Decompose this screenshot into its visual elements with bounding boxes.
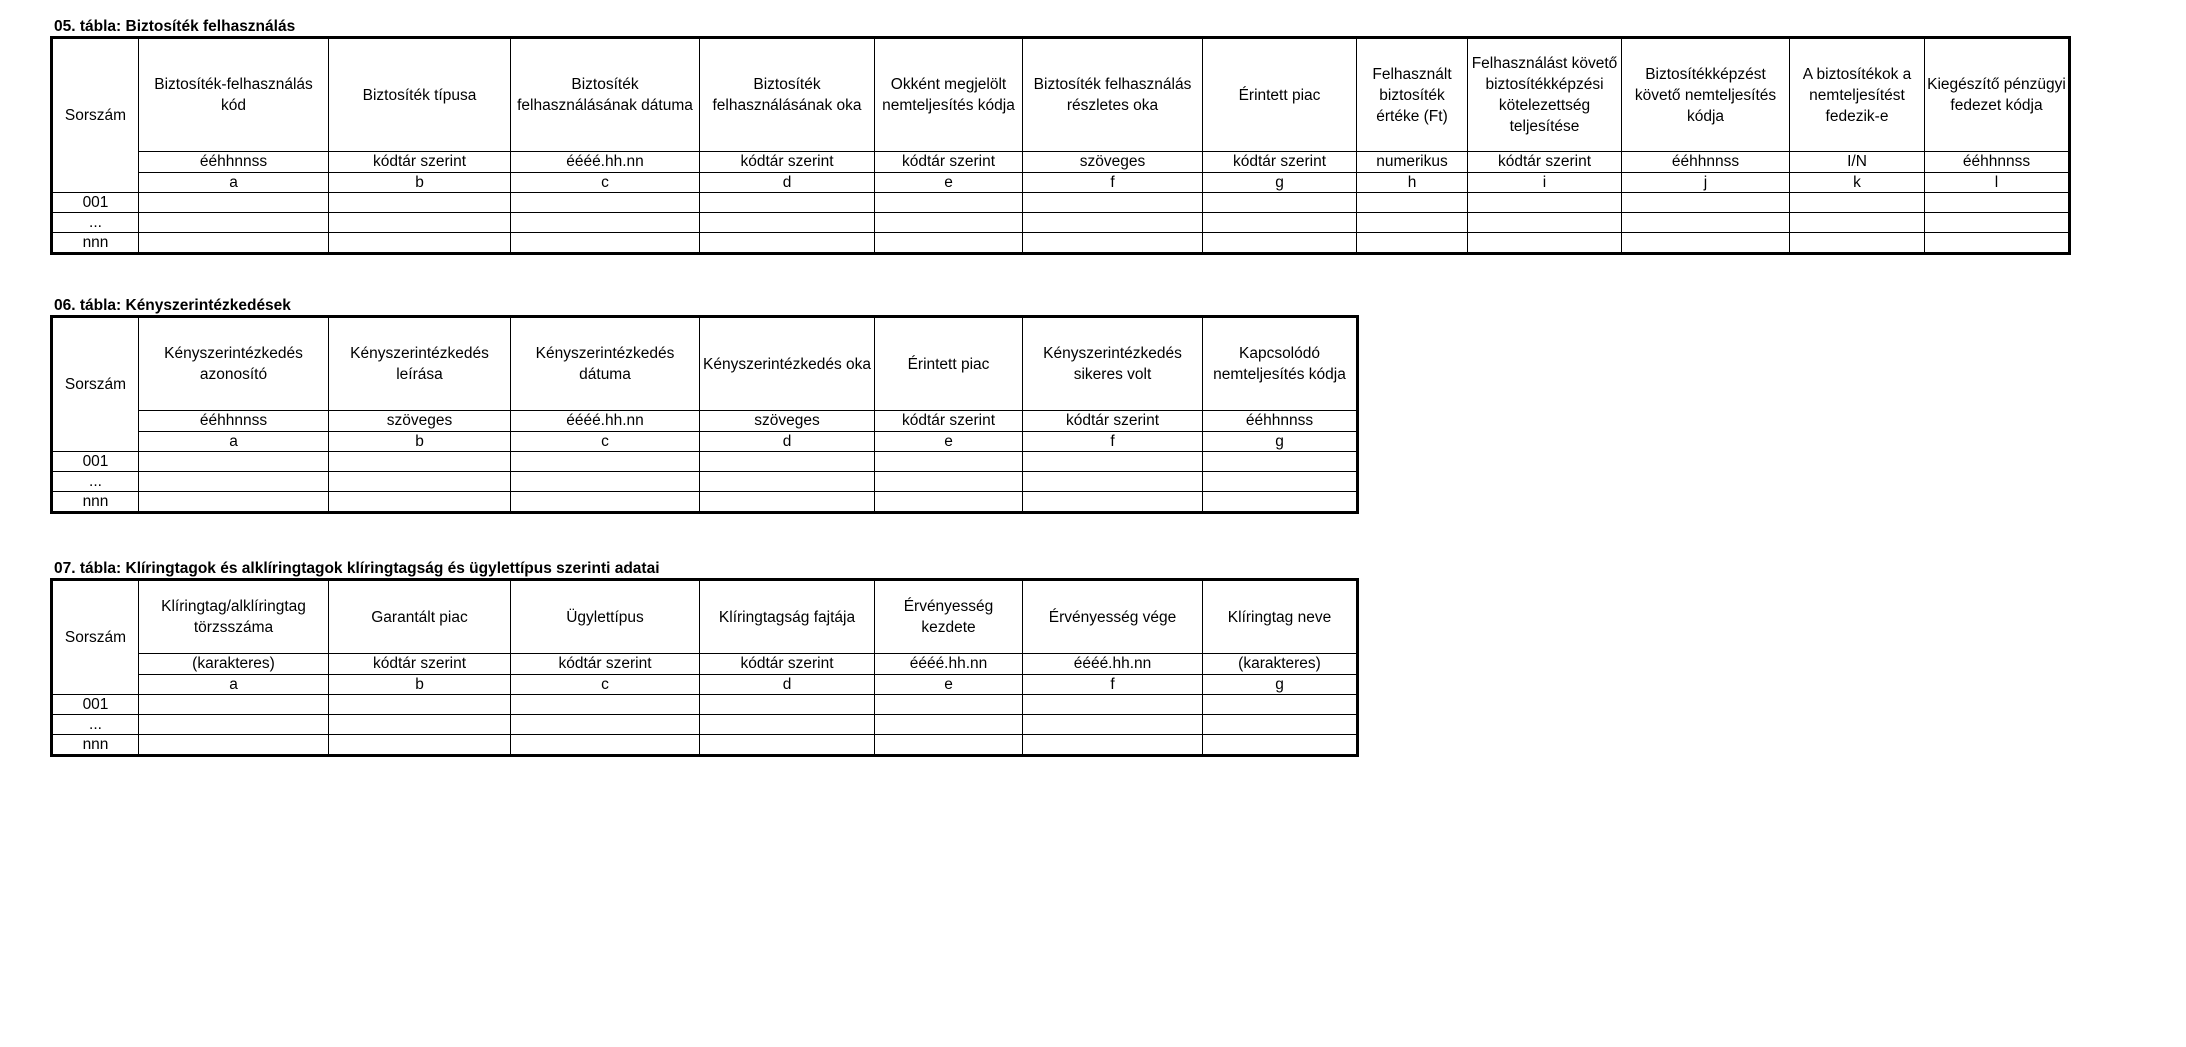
row-header-cell: Sorszám	[53, 318, 139, 452]
data-cell[interactable]	[875, 695, 1023, 715]
column-format: kódtár szerint	[511, 654, 700, 675]
table-06-section	[50, 297, 1359, 519]
column-header: Klíringtagság fajtája	[700, 581, 875, 654]
row-number: 001	[53, 452, 139, 472]
column-format: szöveges	[329, 411, 511, 432]
data-cell[interactable]	[875, 213, 1023, 233]
table-07-frame	[50, 578, 1359, 757]
data-cell[interactable]	[1468, 233, 1622, 253]
column-format: ééhhnnss	[1203, 411, 1357, 432]
column-header: Érvényesség vége	[1023, 581, 1203, 654]
data-cell[interactable]	[1468, 193, 1622, 213]
column-header: Érintett piac	[875, 318, 1023, 411]
data-cell[interactable]	[139, 472, 329, 492]
column-header: Biztosítékképzést követő nemteljesítés kódja	[1622, 39, 1790, 152]
data-cell[interactable]	[1203, 472, 1357, 492]
data-cell[interactable]	[1203, 233, 1357, 253]
data-cell[interactable]	[329, 695, 511, 715]
column-format: ééhhnnss	[1925, 152, 2069, 173]
data-cell[interactable]	[139, 213, 329, 233]
column-format: kódtár szerint	[875, 411, 1023, 432]
row-number: ...	[53, 472, 139, 492]
data-cell[interactable]	[700, 695, 875, 715]
data-cell[interactable]	[329, 492, 511, 512]
row-number: nnn	[53, 233, 139, 253]
column-letter: j	[1622, 173, 1790, 193]
data-cell[interactable]	[139, 715, 329, 735]
data-cell[interactable]	[511, 452, 700, 472]
column-header: Felhasználást követő biztosítékképzési kötelezettség teljesítése	[1468, 39, 1622, 152]
column-header: Kényszerintézkedés sikeres volt	[1023, 318, 1203, 411]
row-number: 001	[53, 695, 139, 715]
data-cell[interactable]	[511, 735, 700, 755]
data-cell[interactable]	[1622, 193, 1790, 213]
column-letter: a	[139, 432, 329, 452]
data-cell[interactable]	[511, 233, 700, 253]
data-cell[interactable]	[511, 695, 700, 715]
column-letter: c	[511, 432, 700, 452]
column-header: Ügylettípus	[511, 581, 700, 654]
column-format: kódtár szerint	[1468, 152, 1622, 173]
column-format: éééé.hh.nn	[511, 411, 700, 432]
column-format: ééhhnnss	[1622, 152, 1790, 173]
column-format: szöveges	[700, 411, 875, 432]
column-letter: a	[139, 173, 329, 193]
letter-row	[53, 432, 1357, 452]
data-cell[interactable]	[1023, 452, 1203, 472]
column-letter: d	[700, 432, 875, 452]
column-header: Kiegészítő pénzügyi fedezet kódja	[1925, 39, 2069, 152]
column-format: kódtár szerint	[329, 654, 511, 675]
column-header: Biztosíték felhasználásának dátuma	[511, 39, 700, 152]
data-cell[interactable]	[1023, 492, 1203, 512]
data-cell[interactable]	[700, 472, 875, 492]
column-letter: k	[1790, 173, 1925, 193]
column-format: kódtár szerint	[329, 152, 511, 173]
table-06-frame	[50, 315, 1359, 514]
data-cell[interactable]	[1790, 193, 1925, 213]
column-format: ééhhnnss	[139, 411, 329, 432]
format-row	[53, 411, 1357, 432]
row-header-cell: Sorszám	[53, 581, 139, 695]
format-row	[53, 654, 1357, 675]
column-format: I/N	[1790, 152, 1925, 173]
data-cell[interactable]	[1790, 233, 1925, 253]
column-header: Kényszerintézkedés azonosító	[139, 318, 329, 411]
column-letter: g	[1203, 432, 1357, 452]
data-cell[interactable]	[700, 452, 875, 472]
letter-row	[53, 675, 1357, 695]
row-number: ...	[53, 715, 139, 735]
column-letter: e	[875, 675, 1023, 695]
data-cell[interactable]	[329, 735, 511, 755]
data-cell[interactable]	[1203, 695, 1357, 715]
row-number: nnn	[53, 735, 139, 755]
data-cell[interactable]	[1023, 213, 1203, 233]
column-format: éééé.hh.nn	[511, 152, 700, 173]
table-row	[53, 715, 1357, 735]
data-cell[interactable]	[1622, 233, 1790, 253]
data-cell[interactable]	[1203, 735, 1357, 755]
row-number: nnn	[53, 492, 139, 512]
data-cell[interactable]	[875, 472, 1023, 492]
data-cell[interactable]	[511, 472, 700, 492]
column-format: kódtár szerint	[875, 152, 1023, 173]
table-row	[53, 233, 2069, 253]
data-cell[interactable]	[1925, 233, 2069, 253]
header-row	[53, 39, 2069, 152]
data-cell[interactable]	[139, 193, 329, 213]
table-row	[53, 735, 1357, 755]
column-format: éééé.hh.nn	[1023, 654, 1203, 675]
data-cell[interactable]	[1357, 233, 1468, 253]
column-header: Kapcsolódó nemteljesítés kódja	[1203, 318, 1357, 411]
column-header: Biztosíték felhasználás részletes oka	[1023, 39, 1203, 152]
column-format: (karakteres)	[1203, 654, 1357, 675]
column-header: Klíringtag/alklíringtag törzsszáma	[139, 581, 329, 654]
data-cell[interactable]	[1203, 715, 1357, 735]
data-cell[interactable]	[329, 233, 511, 253]
data-cell[interactable]	[875, 233, 1023, 253]
data-cell[interactable]	[1357, 193, 1468, 213]
column-header: Okként megjelölt nemteljesítés kódja	[875, 39, 1023, 152]
column-header: Kényszerintézkedés oka	[700, 318, 875, 411]
data-cell[interactable]	[329, 715, 511, 735]
table-07	[52, 580, 1357, 755]
row-header-cell: Sorszám	[53, 39, 139, 193]
column-format: kódtár szerint	[1023, 411, 1203, 432]
data-cell[interactable]	[1622, 213, 1790, 233]
data-cell[interactable]	[875, 452, 1023, 472]
data-cell[interactable]	[700, 233, 875, 253]
data-cell[interactable]	[1023, 715, 1203, 735]
data-cell[interactable]	[1023, 695, 1203, 715]
table-06	[52, 317, 1357, 512]
data-cell[interactable]	[875, 492, 1023, 512]
table-07-section	[50, 560, 1359, 762]
table-05-section	[50, 18, 2071, 260]
column-letter: d	[700, 675, 875, 695]
data-cell[interactable]	[329, 452, 511, 472]
data-cell[interactable]	[1925, 193, 2069, 213]
data-cell[interactable]	[1023, 193, 1203, 213]
table-row	[53, 452, 1357, 472]
data-cell[interactable]	[329, 213, 511, 233]
data-cell[interactable]	[1203, 452, 1357, 472]
column-letter: f	[1023, 432, 1203, 452]
column-format: (karakteres)	[139, 654, 329, 675]
data-cell[interactable]	[511, 213, 700, 233]
data-cell[interactable]	[1925, 213, 2069, 233]
column-header: Klíringtag neve	[1203, 581, 1357, 654]
column-letter: c	[511, 675, 700, 695]
column-header: Felhasznált biztosíték értéke (Ft)	[1357, 39, 1468, 152]
data-cell[interactable]	[1203, 213, 1357, 233]
column-header: Biztosíték-felhasználás kód	[139, 39, 329, 152]
data-cell[interactable]	[139, 233, 329, 253]
column-letter: i	[1468, 173, 1622, 193]
data-cell[interactable]	[700, 492, 875, 512]
column-letter: b	[329, 675, 511, 695]
table-06-title: 06. tábla: Kényszerintézkedések	[54, 297, 291, 314]
table-05	[52, 38, 2069, 253]
data-cell[interactable]	[700, 735, 875, 755]
table-row	[53, 213, 2069, 233]
column-format: éééé.hh.nn	[875, 654, 1023, 675]
column-header: Kényszerintézkedés leírása	[329, 318, 511, 411]
data-cell[interactable]	[700, 213, 875, 233]
column-header: A biztosítékok a nemteljesítést fedezik-e	[1790, 39, 1925, 152]
column-letter: f	[1023, 173, 1203, 193]
data-cell[interactable]	[139, 735, 329, 755]
column-header: Kényszerintézkedés dátuma	[511, 318, 700, 411]
table-row	[53, 193, 2069, 213]
column-letter: g	[1203, 173, 1357, 193]
table-05-frame	[50, 36, 2071, 255]
data-cell[interactable]	[1203, 492, 1357, 512]
table-row	[53, 695, 1357, 715]
data-cell[interactable]	[875, 715, 1023, 735]
column-format: kódtár szerint	[700, 654, 875, 675]
data-cell[interactable]	[700, 715, 875, 735]
column-format: szöveges	[1023, 152, 1203, 173]
data-cell[interactable]	[1023, 233, 1203, 253]
column-letter: b	[329, 173, 511, 193]
column-format: kódtár szerint	[1203, 152, 1357, 173]
data-cell[interactable]	[511, 492, 700, 512]
table-row	[53, 492, 1357, 512]
row-number: 001	[53, 193, 139, 213]
data-cell[interactable]	[875, 735, 1023, 755]
header-row	[53, 581, 1357, 654]
header-row	[53, 318, 1357, 411]
column-letter: l	[1925, 173, 2069, 193]
table-05-title: 05. tábla: Biztosíték felhasználás	[54, 18, 296, 35]
table-07-title: 07. tábla: Klíringtagok és alklíringtagok klíringtagság és ügylettípus szerinti adatai	[54, 560, 660, 577]
table-row	[53, 472, 1357, 492]
data-cell[interactable]	[1203, 193, 1357, 213]
column-letter: a	[139, 675, 329, 695]
column-format: ééhhnnss	[139, 152, 329, 173]
column-header: Garantált piac	[329, 581, 511, 654]
data-cell[interactable]	[1023, 735, 1203, 755]
data-cell[interactable]	[139, 452, 329, 472]
column-header: Érintett piac	[1203, 39, 1357, 152]
data-cell[interactable]	[511, 715, 700, 735]
row-number: ...	[53, 213, 139, 233]
data-cell[interactable]	[1357, 213, 1468, 233]
column-letter: c	[511, 173, 700, 193]
data-cell[interactable]	[139, 695, 329, 715]
column-header: Biztosíték típusa	[329, 39, 511, 152]
column-header: Érvényesség kezdete	[875, 581, 1023, 654]
data-cell[interactable]	[511, 193, 700, 213]
column-letter: h	[1357, 173, 1468, 193]
column-letter: f	[1023, 675, 1203, 695]
column-header: Biztosíték felhasználásának oka	[700, 39, 875, 152]
column-format: numerikus	[1357, 152, 1468, 173]
data-cell[interactable]	[139, 492, 329, 512]
data-cell[interactable]	[1468, 213, 1622, 233]
column-letter: g	[1203, 675, 1357, 695]
data-cell[interactable]	[1023, 472, 1203, 492]
column-letter: d	[700, 173, 875, 193]
data-cell[interactable]	[875, 193, 1023, 213]
data-cell[interactable]	[329, 472, 511, 492]
column-letter: e	[875, 432, 1023, 452]
data-cell[interactable]	[1790, 213, 1925, 233]
column-letter: b	[329, 432, 511, 452]
column-letter: e	[875, 173, 1023, 193]
data-cell[interactable]	[329, 193, 511, 213]
format-row	[53, 152, 2069, 173]
letter-row	[53, 173, 2069, 193]
column-format: kódtár szerint	[700, 152, 875, 173]
data-cell[interactable]	[700, 193, 875, 213]
